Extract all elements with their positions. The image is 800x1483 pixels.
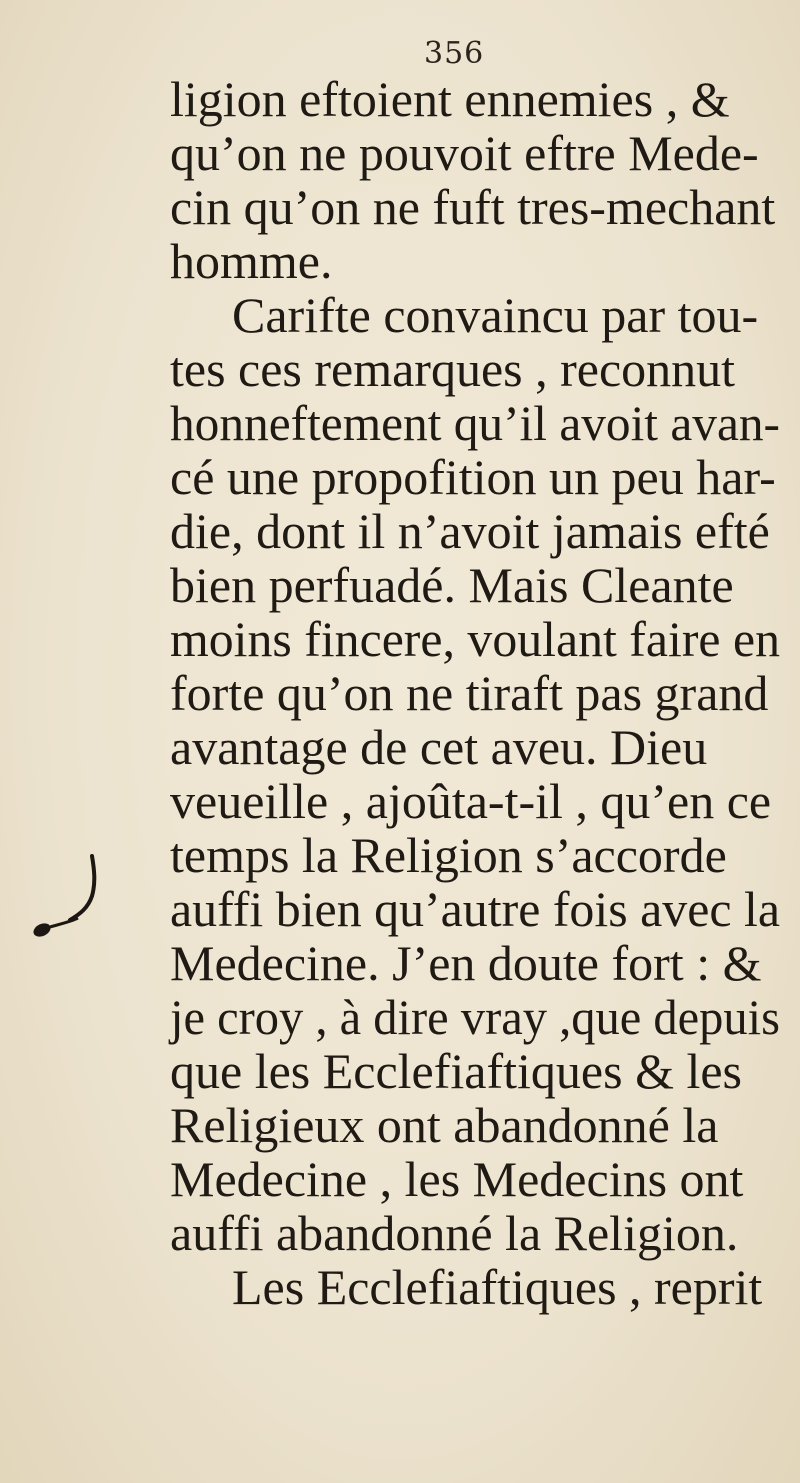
text-line: homme. <box>170 233 333 289</box>
text-line: avantage de cet aveu. Dieu <box>170 719 708 775</box>
text-line: Religieux ont abandonné la <box>170 1097 719 1153</box>
text-line: tes ces remarques , reconnut <box>170 341 736 397</box>
text-line: bien perfuadé. Mais Cleante <box>170 557 734 613</box>
text-line: veueille , ajoûta-t-il , qu’en ce <box>170 773 772 829</box>
text-line: qu’on ne pouvoit eftre Mede- <box>170 125 759 181</box>
text-line: honneftement qu’il avoit avan- <box>170 395 780 451</box>
text-line: forte qu’on ne tiraft pas grand <box>170 665 769 721</box>
text-line: que les Ecclefiaftiques & les <box>170 1043 742 1099</box>
text-line: cé une propofition un peu har- <box>170 449 776 505</box>
text-line: Les Ecclefiaftiques , reprit <box>232 1259 763 1315</box>
text-line: Medecine , les Medecins ont <box>170 1151 744 1207</box>
text-line: auffi bien qu’autre fois avec la <box>170 881 780 937</box>
page-number: 356 <box>424 36 485 71</box>
text-line: je croy , à dire vray ,que depuis <box>170 989 780 1045</box>
ink-mark-icon <box>30 850 110 940</box>
text-line: Carifte convaincu par tou- <box>232 287 759 343</box>
text-line: cin qu’on ne fuft tres-mechant <box>170 179 776 235</box>
text-line: auffi abandonné la Religion. <box>170 1205 739 1261</box>
text-line: ligion eftoient ennemies , & <box>170 71 730 127</box>
text-line: temps la Religion s’accorde <box>170 827 727 883</box>
text-line: die, dont il n’avoit jamais efté <box>170 503 770 559</box>
text-line: Medecine. J’en doute fort : & <box>170 935 762 991</box>
text-line: moins fincere, voulant faire en <box>170 611 780 667</box>
